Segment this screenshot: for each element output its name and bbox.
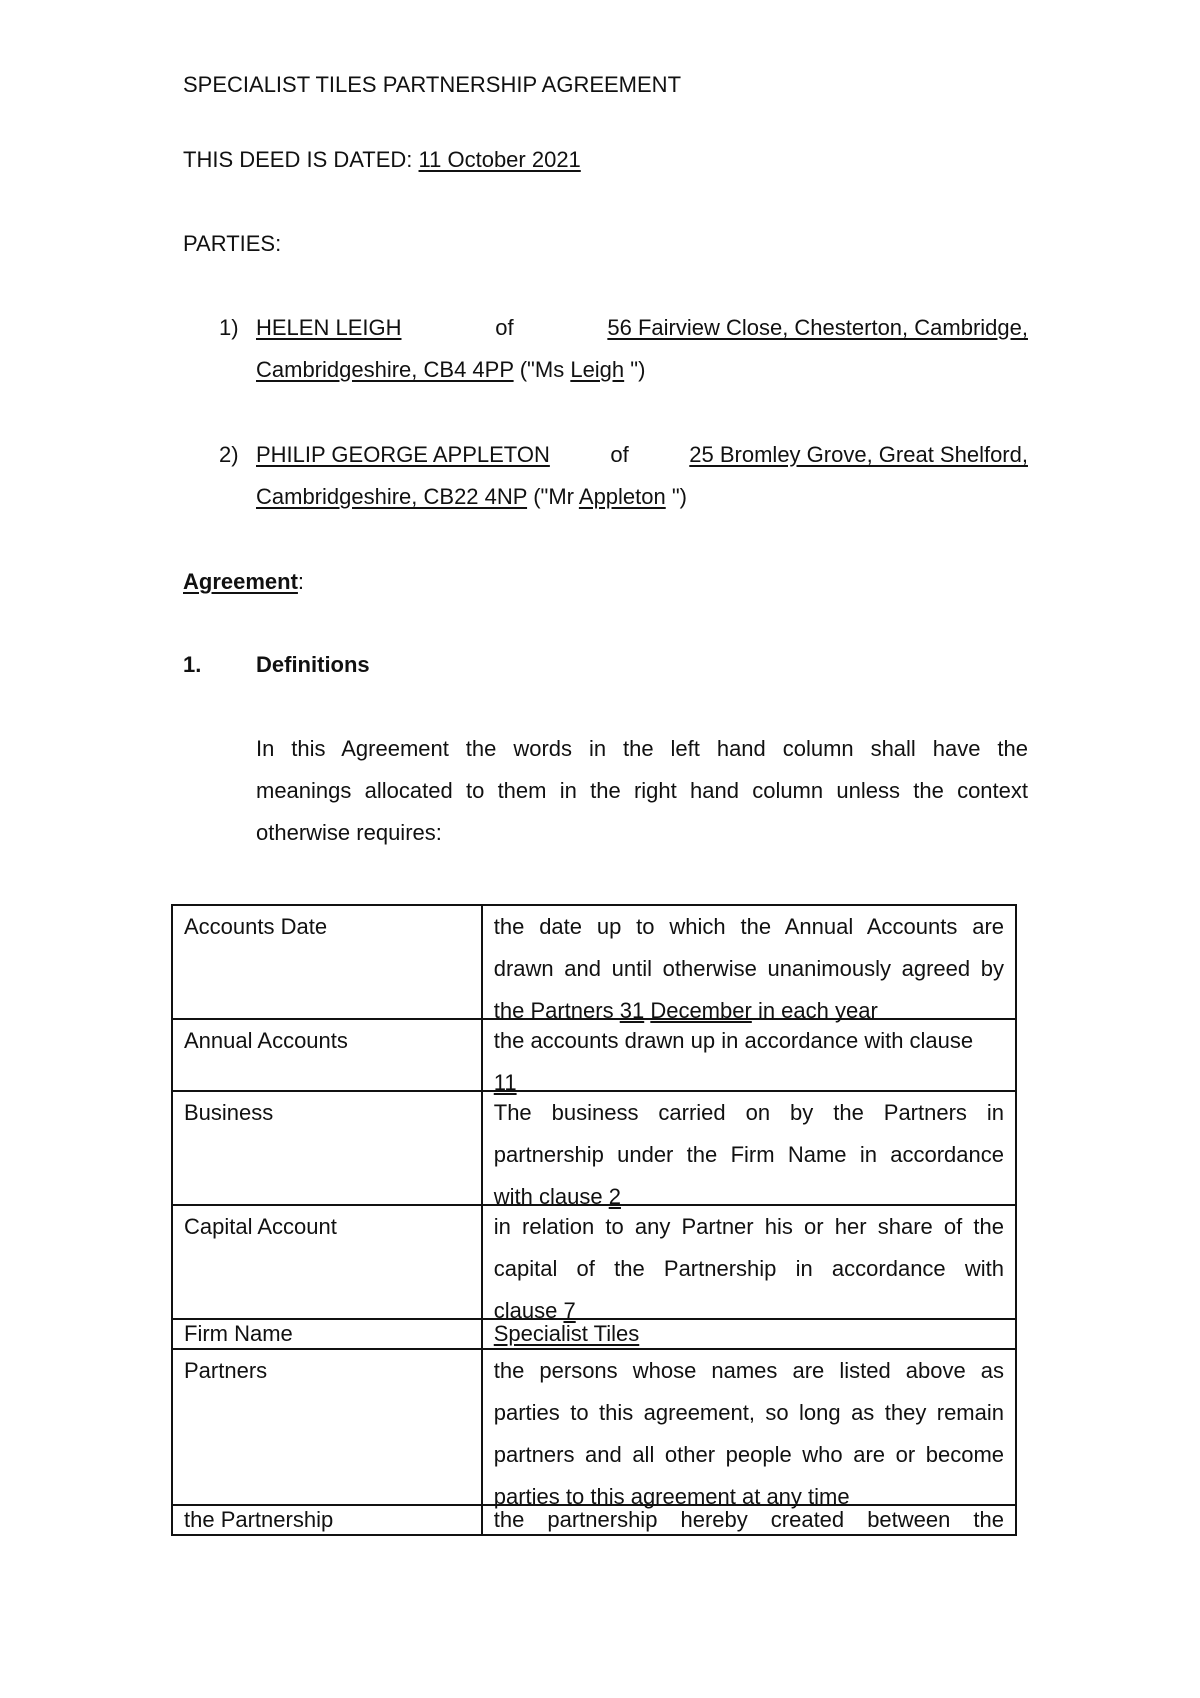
definition-term: Firm Name [172,1319,482,1349]
party-alias-name: Appleton [578,484,666,509]
meaning-date-day: 31 [619,998,645,1023]
definition-meaning [482,1505,1016,1535]
party-name: HELEN LEIGH [256,315,402,340]
definition-meaning [482,905,1016,1023]
party-address-line2: Cambridgeshire, CB4 4PP [256,357,514,382]
definitions-table [171,904,1017,1536]
meaning-line: the accounts drawn up in accordance with clause [493,1028,974,1053]
meaning-line [493,990,1004,1023]
deed-date-line [183,145,581,175]
party-line-2 [256,355,1028,385]
party-number: 1) [219,315,239,340]
definition-term: Annual Accounts [172,1019,482,1091]
parties-label: PARTIES: [183,231,282,256]
agreement-heading [183,567,304,597]
meaning-line: parties to this agreement, so long as they remain [493,1400,1004,1425]
agreement-label: Agreement [183,569,298,594]
party-address-line1: 25 Bromley Grove, Great Shelford, [689,442,1028,467]
party-name: PHILIP GEORGE APPLETON [256,442,550,467]
meaning-line: the date up to which the Annual Accounts are [493,914,1004,939]
meaning-line: drawn and until otherwise unanimously agreed by [493,956,1004,981]
meaning-line: partnership under the Firm Name in accordance [493,1142,1004,1167]
meaning-date-month: December [650,998,752,1023]
definition-term: Partners [172,1349,482,1505]
party-line-1 [256,440,1028,470]
party-address-line1: 56 Fairview Close, Chesterton, Cambridge, [607,315,1028,340]
table-row [172,1319,1016,1349]
definition-meaning [482,1205,1016,1323]
intro-line: meanings allocated to them in the right hand column unless the context [256,778,1028,803]
party-alias-open: ("Mr [533,484,574,509]
meaning-text: in each year [757,998,878,1023]
meaning-line: the partnership hereby created between the [493,1507,1004,1532]
table-row [172,1505,1016,1535]
party-of: of [610,442,629,467]
meaning-line: capital of the Partnership in accordance with [493,1256,1004,1281]
meaning-line: parties to this agreement at any time [493,1484,850,1509]
definition-term: Capital Account [172,1205,482,1319]
table-row [172,905,1016,1019]
meaning-line [493,1176,1004,1209]
agreement-colon: : [297,569,305,594]
clause-reference: 7 [563,1298,576,1323]
definition-term: Business [172,1091,482,1205]
party-number: 2) [219,442,239,467]
party-line-2 [256,482,1028,512]
meaning-text: the Partners [493,998,614,1023]
meaning-line: in relation to any Partner his or her share of the [493,1214,1004,1239]
document-title: SPECIALIST TILES PARTNERSHIP AGREEMENT [183,72,682,97]
party-alias-name: Leigh [570,357,625,382]
definition-term: Accounts Date [172,905,482,1019]
party-alias-close: ") [630,357,646,382]
party-address-line2: Cambridgeshire, CB22 4NP [256,484,528,509]
table-row [172,1091,1016,1205]
table-row [172,1205,1016,1319]
definition-meaning [482,1349,1016,1509]
table-row [172,1019,1016,1091]
meaning-line: the persons whose names are listed above as [493,1358,1004,1383]
clause-reference: 11 [493,1070,517,1095]
definition-term: the Partnership [172,1505,482,1535]
section-title: Definitions [256,652,370,677]
definition-meaning [482,1091,1016,1209]
party-line-1 [256,313,1028,343]
intro-line: otherwise requires: [256,820,442,845]
section-number: 1. [183,652,202,677]
firm-name-value: Specialist Tiles [493,1321,640,1346]
party-alias-open: ("Ms [519,357,565,382]
table-row [172,1349,1016,1505]
meaning-text: with clause [493,1184,603,1209]
intro-line: In this Agreement the words in the left hand column shall have the [256,736,1028,761]
deed-date-value: 11 October 2021 [418,147,581,172]
meaning-line [493,1062,1004,1095]
clause-reference: 2 [608,1184,621,1209]
party-of: of [495,315,514,340]
definition-meaning [482,1319,1016,1349]
meaning-line: partners and all other people who are or become [493,1442,1004,1467]
meaning-line: The business carried on by the Partners in [493,1100,1004,1125]
party-alias-close: ") [671,484,688,509]
meaning-line [493,1290,1004,1323]
definition-meaning [482,1019,1016,1095]
meaning-text: clause [493,1298,558,1323]
deed-date-label: THIS DEED IS DATED: [183,147,413,172]
section-1-heading [183,650,370,680]
